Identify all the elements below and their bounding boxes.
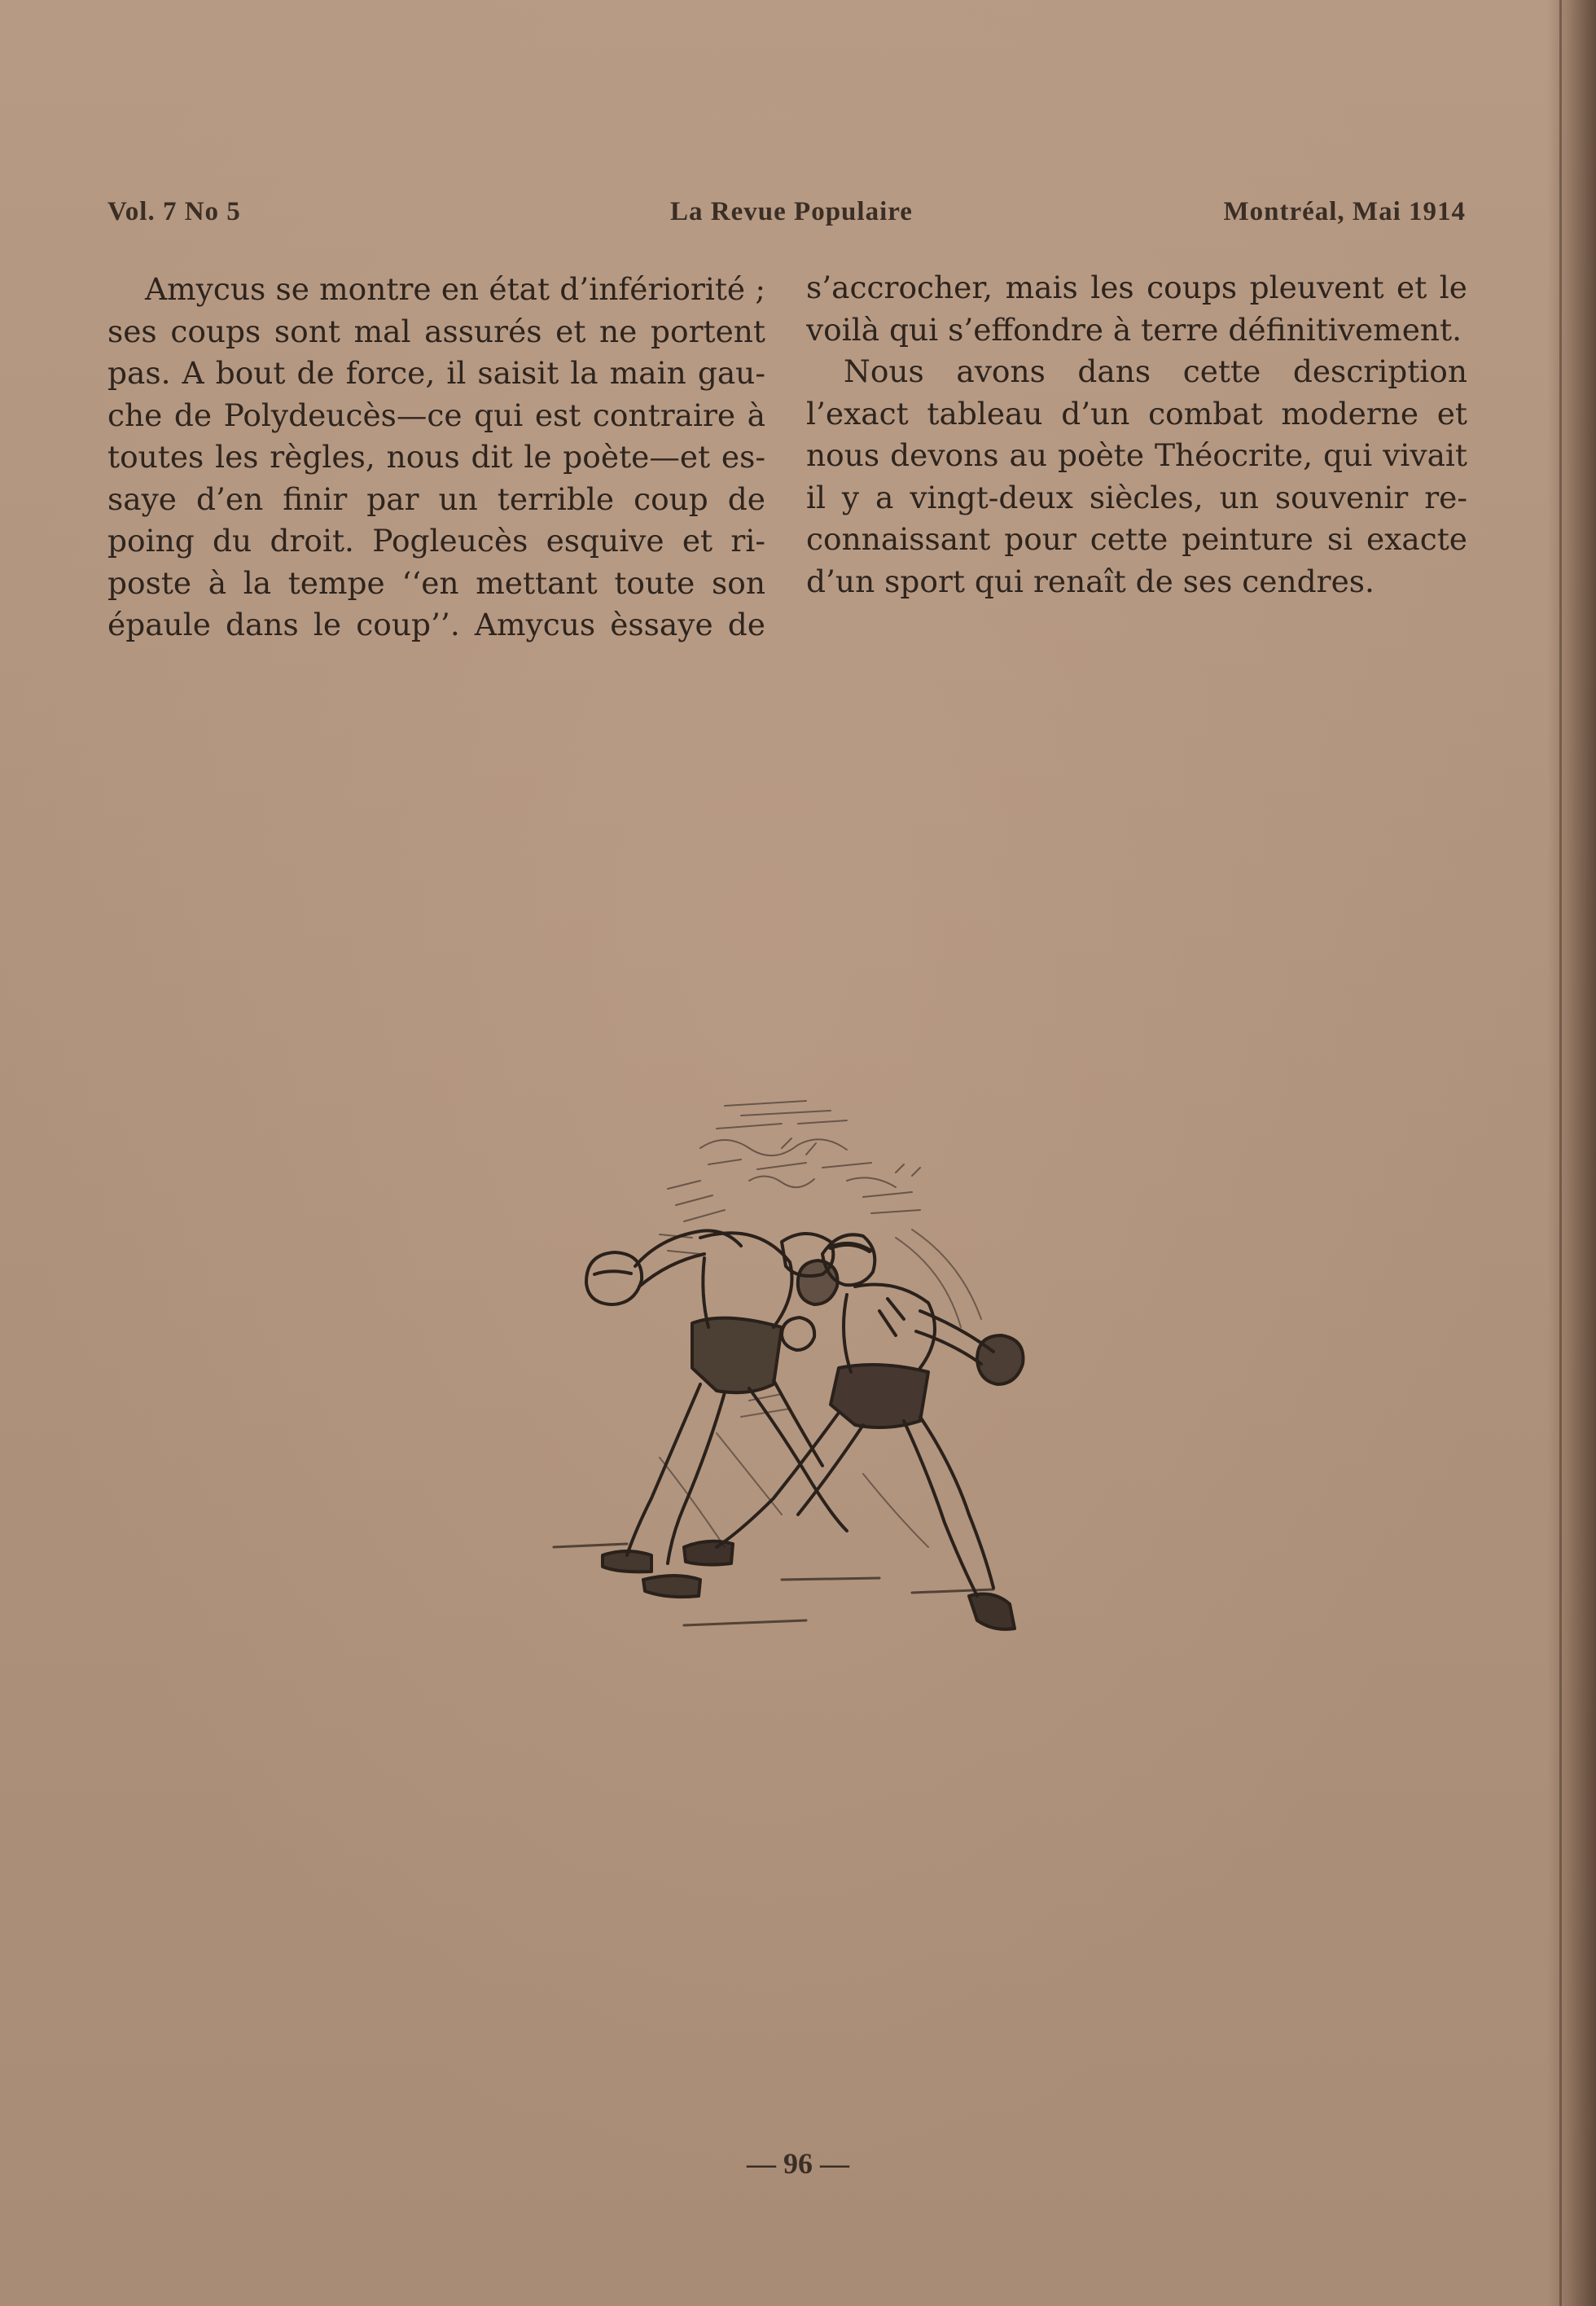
- page-number: — 96 —: [747, 2147, 849, 2180]
- boxers-engraving-icon: [537, 1091, 1026, 1694]
- header-title: La Revue Populaire: [670, 197, 913, 226]
- left-column: [107, 269, 765, 647]
- page-edge-line: [1559, 0, 1562, 2306]
- text-line: Nous avons dans cette description: [844, 353, 1467, 389]
- text-line: saye d’en finir par un terrible coup de: [107, 480, 765, 517]
- text-line: il y a vingt-deux siècles, un souvenir re-: [806, 479, 1467, 515]
- text-line: d’un sport qui renaît de ses cendres.: [806, 563, 1375, 599]
- text-line: ses coups sont mal assurés et ne portent: [107, 313, 765, 349]
- header-date: Montréal, Mai 1914: [1223, 197, 1466, 226]
- text-line: s’accrocher, mais les coups pleuvent et le: [806, 270, 1467, 305]
- text-line: épaule dans le coup’’. Amycus èssaye de: [107, 607, 765, 642]
- text-line: che de Polydeucès—ce qui est contraire à: [107, 397, 765, 433]
- text-line: Amycus se montre en état d’infériorité ;: [145, 271, 765, 307]
- text-line: poste à la tempe ‘‘en mettant toute son: [107, 564, 765, 601]
- text-line: voilà qui s’effondre à terre définitivement.: [806, 311, 1462, 348]
- right-column: [806, 267, 1467, 603]
- header-volume: Vol. 7 No 5: [107, 197, 241, 226]
- page-edge-shadow: [1547, 0, 1596, 2306]
- text-line: l’exact tableau d’un combat moderne et: [806, 395, 1467, 432]
- running-header: [107, 197, 1466, 230]
- text-line: toutes les règles, nous dit le poète—et es-: [107, 439, 765, 475]
- text-line: nous devons au poète Théocrite, qui vivait: [806, 437, 1467, 473]
- text-line: poing du droit. Pogleucès esquive et ri-: [107, 523, 765, 559]
- text-line: connaissant pour cette peinture si exacte: [806, 521, 1467, 557]
- text-line: pas. A bout de force, il saisit la main gau-: [107, 355, 765, 391]
